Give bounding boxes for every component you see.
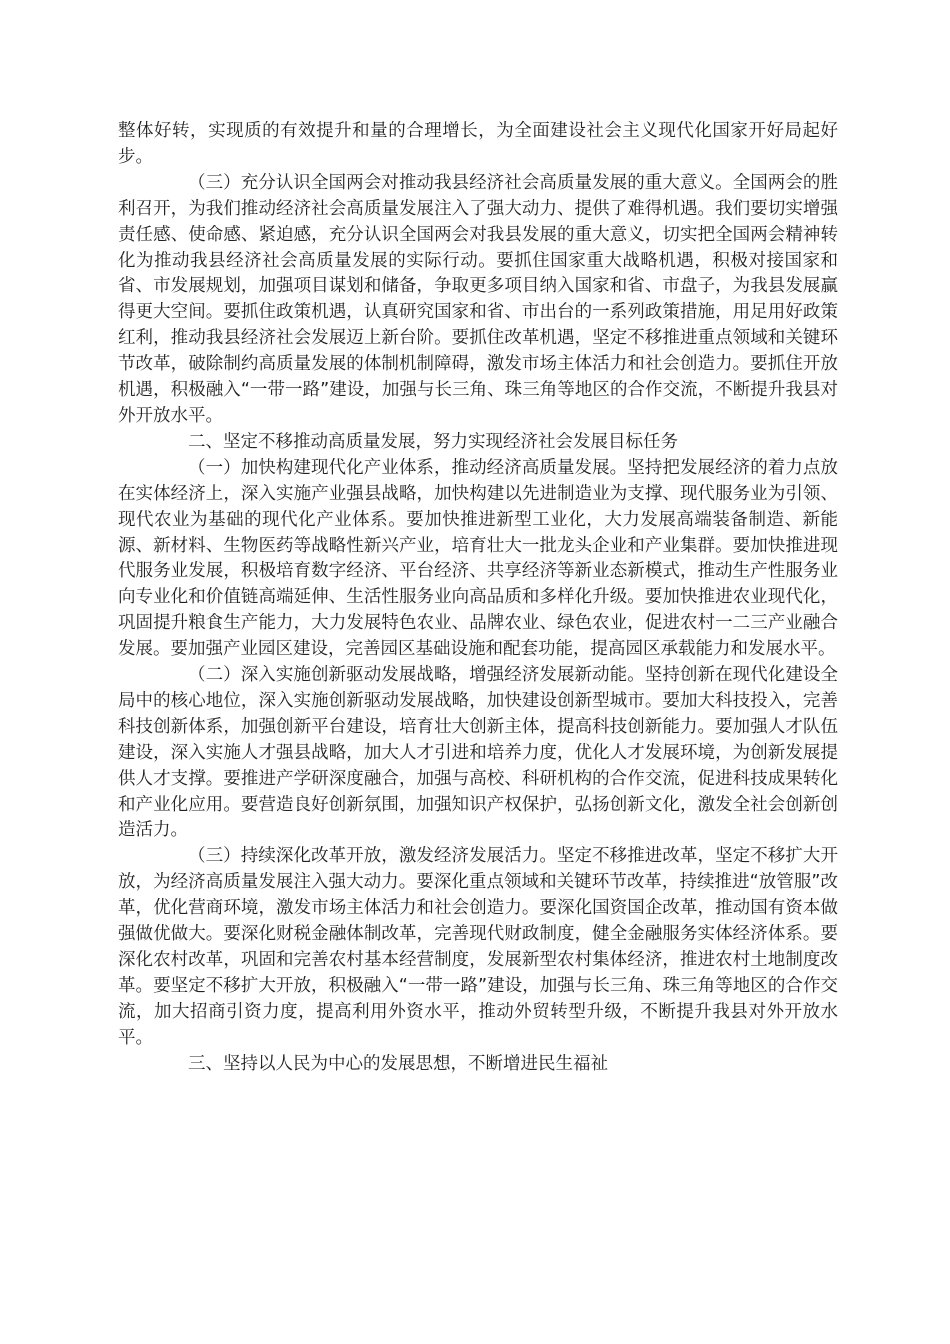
paragraph-continuation: 整体好转，实现质的有效提升和量的合理增长，为全面建设社会主义现代化国家开好局起好步。	[118, 121, 838, 167]
paragraph-subsection-3-reform: （三）持续深化改革开放，激发经济发展活力。坚定不移推进改革，坚定不移扩大开放，为经济高质量发展注入强大动力。要深化重点领域和关键环节改革，持续推进“放管服”改革，优化营商环境，激发市场主体活力和社会创造力。要深化国资国企改革，推动国有资本做强做优做大。要深化财税金融体制改革，完善现代财政制度，健全金融服务实体经济体系。要深化农村改革，巩固和完善农村基本经营制度，发展新型农村集体经济，推进农村土地制度改革。要坚定不移扩大开放，积极融入“一带一路”建设，加强与长三角、珠三角等地区的合作交流，加大招商引资力度，提高利用外资水平，推动外贸转型升级，不断提升我县对外开放水平。	[118, 846, 838, 1048]
paragraph-subsection-3-significance: （三）充分认识全国两会对推动我县经济社会高质量发展的重大意义。全国两会的胜利召开，为我们推动经济社会高质量发展注入了强大动力、提供了难得机遇。我们要切实增强责任感、使命感、紧迫感，充分认识全国两会对我县发展的重大意义，切实把全国两会精神转化为推动我县经济社会高质量发展的实际行动。要抓住国家重大战略机遇，积极对接国家和省、市发展规划，加强项目谋划和储备，争取更多项目纳入国家和省、市盘子，为我县发展赢得更大空间。要抓住政策机遇，认真研究国家和省、市出台的一系列政策措施，用足用好政策红利，推动我县经济社会发展迈上新台阶。要抓住改革机遇，坚定不移推进重点领域和关键环节改革，破除制约高质量发展的体制机制障碍，激发市场主体活力和社会创造力。要抓住开放机遇，积极融入“一带一路”建设，加强与长三角、珠三角等地区的合作交流，不断提升我县对外开放水平。	[118, 172, 838, 426]
document-body	[118, 119, 838, 1078]
paragraph-subsection-1-industry: （一）加快构建现代化产业体系，推动经济高质量发展。坚持把发展经济的着力点放在实体经济上，深入实施产业强县战略，加快构建以先进制造业为支撑、现代服务业为引领、现代农业为基础的现代化产业体系。要加快推进新型工业化，大力发展高端装备制造、新能源、新材料、生物医药等战略性新兴产业，培育壮大一批龙头企业和产业集群。要加快推进现代服务业发展，积极培育数字经济、平台经济、共享经济等新业态新模式，推动生产性服务业向专业化和价值链高端延伸、生活性服务业向高品质和多样化升级。要加快推进农业现代化，巩固提升粮食生产能力，大力发展特色农业、品牌农业、绿色农业，促进农村一二三产业融合发展。要加强产业园区建设，完善园区基础设施和配套功能，提高园区承载能力和发展水平。	[118, 457, 838, 660]
section-heading-3: 三、坚持以人民为中心的发展思想，不断增进民生福祉	[188, 1053, 608, 1074]
paragraph-subsection-2-innovation: （二）深入实施创新驱动发展战略，增强经济发展新动能。坚持创新在现代化建设全局中的核心地位，深入实施创新驱动发展战略，加快建设创新型城市。要加大科技投入，完善科技创新体系，加强创新平台建设，培育壮大创新主体，提高科技创新能力。要加强人才队伍建设，深入实施人才强县战略，加大人才引进和培养力度，优化人才发展环境，为创新发展提供人才支撑。要推进产学研深度融合，加强与高校、科研机构的合作交流，促进科技成果转化和产业化应用。要营造良好创新氛围，加强知识产权保护，弘扬创新文化，激发全社会创新创造活力。	[118, 665, 838, 841]
section-heading-2: 二、坚定不移推动高质量发展，努力实现经济社会发展目标任务	[188, 431, 678, 452]
